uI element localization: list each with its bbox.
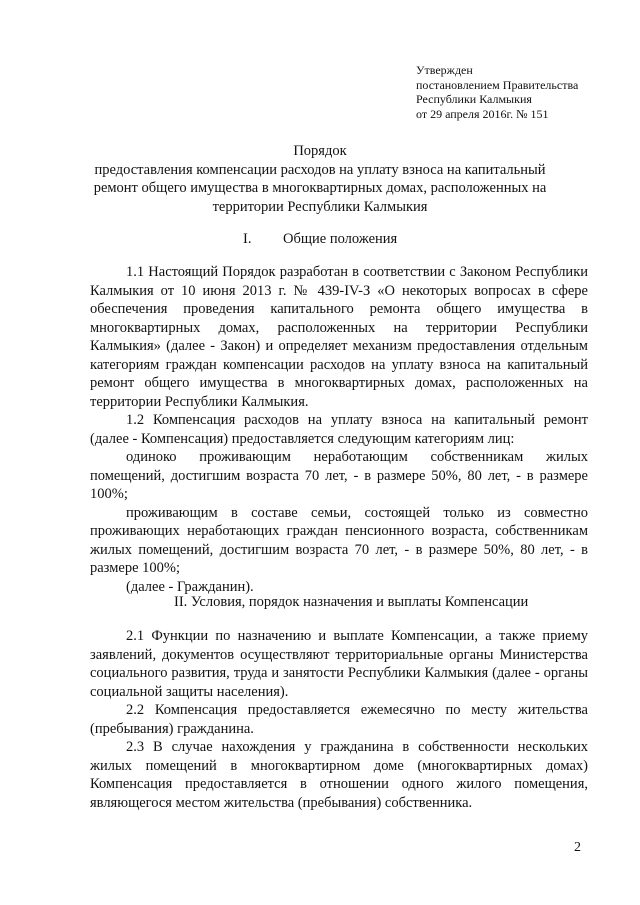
section-heading-conditions: II. Условия, порядок назначения и выплаты Компенсации <box>174 594 529 610</box>
paragraph-2-2: 2.2 Компенсация предоставляется ежемесячно по месту жительства (пребывания) гражданина. <box>90 702 588 737</box>
approval-line: Республики Калмыкия <box>416 92 532 106</box>
section-title: Общие положения <box>283 231 398 247</box>
approval-line: Утвержден <box>416 63 473 77</box>
approval-line: постановлением Правительства <box>416 77 579 92</box>
section-conditions-body <box>90 627 588 812</box>
document-title <box>90 142 550 216</box>
paragraph-1-2: 1.2 Компенсация расходов на уплату взноса на капитальный ремонт (далее - Компенсация) предоставляется следующим категориям лиц: <box>90 412 588 447</box>
section-number: I. <box>243 231 252 247</box>
paragraph-category-2: проживающим в составе семьи, состоящей только из совместно проживающих неработающих граждан пенсионного возраста, собственникам жилых помещений, достигшим возраста 70 лет, - в размере 50%, 80 лет, - в размере 100%; <box>90 504 588 576</box>
paragraph-definition: (далее - Гражданин). <box>126 578 254 595</box>
section-general-body <box>90 263 588 596</box>
title-line: территории Республики Калмыкия <box>212 198 428 215</box>
approval-date-line: от 29 апреля 2016г. № 151 <box>416 106 549 121</box>
section-heading-general <box>243 230 397 248</box>
paragraph-category-1: одиноко проживающим неработающим собственникам жилых помещений, достигшим возраста 70 лет, - в размере 50%, 80 лет, - в размере 100%; <box>90 449 588 502</box>
paragraph-2-1: 2.1 Функции по назначению и выплате Компенсации, а также приему заявлений, документов осуществляют территориальные органы Министерства социального развития, труда и занятости Республики Калмыкия (далее - органы социальной защиты населения). <box>90 628 588 700</box>
paragraph-1-1: 1.1 Настоящий Порядок разработан в соответствии с Законом Республики Калмыкия от 10 июня 2013 г. № 439-IV-З «О некоторых вопросах в сфере обеспечения проведения капитального ремонта общего имущества в многоквартирных домах, расположенных на территории Республики Калмыкия» (далее - Закон) и определяет механизм предоставления отдельным категориям граждан компенсации расходов на уплату взноса на капитальный ремонт общего имущества в многоквартирных домах, расположенных на территории Республики Калмыкия. <box>90 264 588 410</box>
paragraph-2-3: 2.3 В случае нахождения у гражданина в собственности нескольких жилых помещений в многоквартирном доме (многоквартирных домах) Компенсация предоставляется в отношении одного жилого помещения, являющегося местом жительства (пребывания) собственника. <box>90 739 588 811</box>
page-number: 2 <box>574 840 581 855</box>
title-line: ремонт общего имущества в многоквартирных домах, расположенных на <box>93 180 547 196</box>
approval-stamp <box>416 63 626 121</box>
title-heading: Порядок <box>293 143 347 159</box>
title-line: предоставления компенсации расходов на уплату взноса на капитальный <box>94 161 546 178</box>
